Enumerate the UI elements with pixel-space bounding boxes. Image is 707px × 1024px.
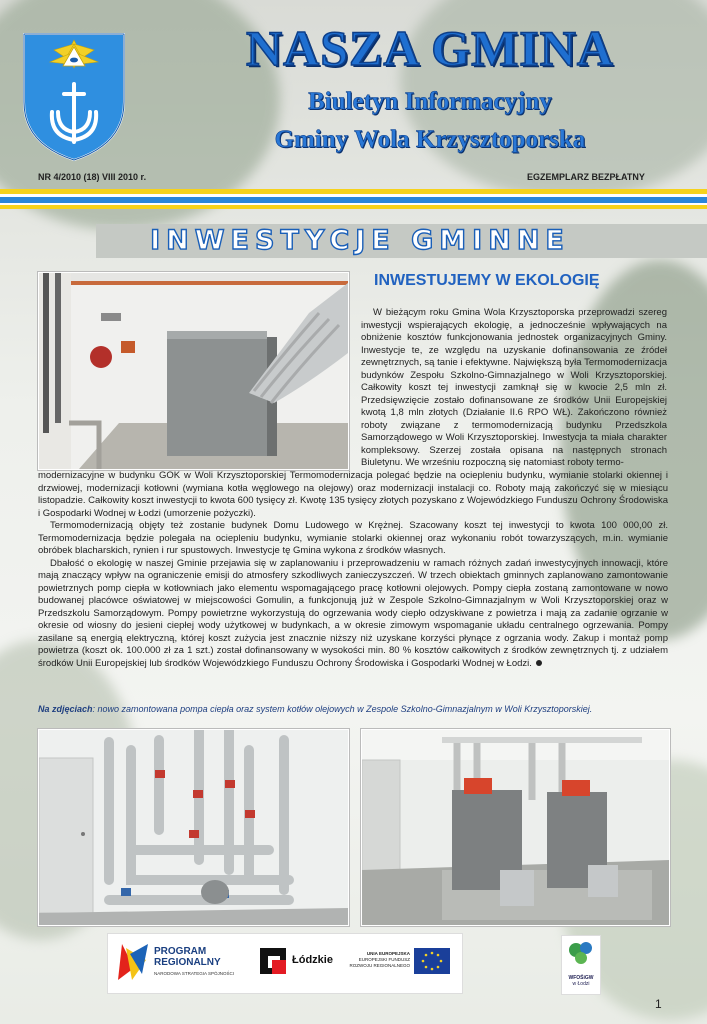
section-title: INWESTYCJE GMINNE [150,225,570,256]
photo-caption [38,704,668,714]
eu-logo-text: UNIA EUROPEJSKA EUROPEJSKI FUNDUSZ ROZWOJU REGIONALNEGO [349,951,410,968]
caption-label: Na zdjęciach [38,704,93,714]
boilers-photo [361,729,670,926]
article-body-text [38,470,668,670]
article-paragraph: W bieżącym roku Gmina Wola Krzysztoporska przeprowadzi szereg inwestycji wspierających ekologię, a jednocześnie wpływających na obniżenie kosztów funkcjonowania jednostek organizacyjnych Gminy. Inwestycje te, ze względu na uzyskanie dofinansowania ze źródeł zewnętrznych, są tanie i efektywne. Największą była Termomodernizacja budynków Zespołu Szkolno-Gimnazjalnego w Woli Krzysztoporskiej. Całkowity koszt tej inwestycji zamknął się w kwocie 2,5 mln zł. Przedsięwzięcie zostało dofinansowane ze środków Unii Europejskiej kwotą 1,8 mln złotych (Działanie II.6 RPO WŁ). Zakończono również roboty związane z termomodernizacją budynku Przedszkola Samorządowego w Woli Krzysztoporskiej. Inwestycja ta miała charakter kompleksowy. Szerzej została opisana na następnych stronach Biuletynu. We wrześniu rozpoczną się natomiast roboty termo- [361,307,667,468]
issue-number: NR 4/2010 (18) VIII 2010 r. [38,172,147,182]
header-stripe-yellow [0,205,707,209]
municipality-crest-icon [22,32,126,162]
wfosigw-logo: WFOŚiGW w Łodzi [561,935,601,995]
end-mark-icon [536,660,542,666]
article-paragraph-text: Dbałość o ekologię w naszej Gminie przejawia się w zaplanowaniu i przeprowadzeniu w ramach różnych zadań inwestycyjnych innowacji, które mają znaczący wpływ na ograniczenie emisji do atmosfery szkodliwych zanieczyszczeń. W trzech obiektach gminnych zaplanowano zamontowanie powietrznych pomp ciepła w kotłowniach jako elementu wspomagającego pracę kotłowni olejowych. Pompy ciepła zostaną zamontowane w nowo budowanej placówce oświatowej w miejscowości Gomulin, a funkcjonują już w Zespole Szkolno-Gimnazjalnym w Woli Krzysztoporskiej oraz w Przedszkolu Samorządowym. Pompy powietrzne wykorzystują do ogrzewania wody ciepło odzyskiwane z powietrza i mają za zadanie ogrzanie w okresie od wiosny do jesieni ciepłej wody użytkowej w budynkach, a w okresie zimowym wspomaganie układu centralnego ogrzewania. Pompy zasilane są energią elektryczną, której koszt zużycia jest znacznie niższy niż uzyskane korzyści płynące z ogrzania wody. Zakup i montaż pomp powietrza (koszt ok. 100.000 zł za 1 szt.) został dofinansowany w wysokości min. 80 % kosztów całkowitych z środków zewnętrznych tj. z udziałem środków Unii Europejskiej lub środków Wojewódzkiego Funduszu Ochrony Środowiska i Gospodarki Wodnej w Łodzi. [38,557,668,669]
masthead-subtitle-line2: Gminy Wola Krzysztoporska [274,126,586,153]
page-number: 1 [655,997,662,1011]
article-paragraph: modernizacyjne w budynku GOK w Woli Krzysztoporskiej Termomodernizacja polegać będzie na ociepleniu budynku, wymianie stolarki okiennej i drzwiowej, modernizacji kotłowni (wymiana kotła węglowego na olejowy) oraz modernizacji instalacji co. Roboty mają zakończyć się w miesiącu listopadzie. Całkowity koszt inwestycji to kwota 600 tysięcy zł. Kwotę 135 tysięcy złotych pozyskano z Wojewódzkiego Funduszu Ochrony Środowiska i Gospodarki Wodnej w Łodzi (umorzenie pożyczki). [38,470,668,519]
pipes-photo [38,729,349,926]
article-paragraph: Termomodernizacją objęty też zostanie budynek Domu Ludowego w Krężnej. Szacowany koszt tej inwestycji to kwota 100 000,00 zł. Termomodernizacja będzie polegała na ociepleniu budynku, wymianie stolarki okiennej oraz wykonaniu robót towarzyszących, m.in. wymianie obróbek blacharskich, rynien i rur spustowych. Inwestycje tę Gmina wykona z środków własnych. [38,520,668,556]
program-regionalny-logo: PROGRAM REGIONALNY NARODOWA STRATEGIA SPÓJNOŚCI [154,946,235,976]
free-copy-label: EGZEMPLARZ BEZPŁATNY [527,172,645,182]
funding-logos [107,933,463,994]
heat-pump-photo [38,272,349,470]
article-paragraph [38,558,668,671]
caption-text: : nowo zamontowana pompa ciepła oraz system kotłów olejowych w Zespole Szkolno-Gimnazjalnym w Woli Krzysztoporskiej. [92,704,593,714]
article-title: INWESTUJEMY W EKOLOGIĘ [374,272,600,289]
lodzkie-logo: Łódzkie [292,954,333,966]
masthead-subtitle-line1: Biuletyn Informacyjny [308,88,552,115]
masthead-title: NASZA GMINA [246,20,614,76]
article-column-text [361,307,667,470]
